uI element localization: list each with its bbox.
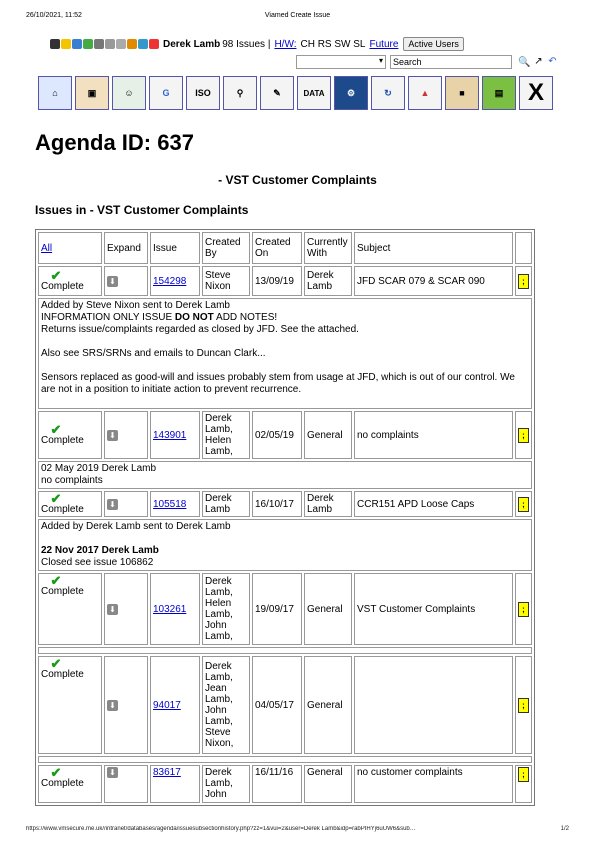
created-by: Steve Nixon xyxy=(202,266,250,296)
currently-with: Derek Lamb xyxy=(304,266,352,296)
expand-icon[interactable]: ⬇ xyxy=(107,700,118,711)
detail-row xyxy=(38,461,532,489)
status-label: Complete xyxy=(41,435,84,446)
subject xyxy=(354,656,513,754)
subject: CCR151 APD Loose Caps xyxy=(354,491,513,517)
detail-line: INFORMATION ONLY ISSUE xyxy=(41,312,175,323)
complete-check-icon: ✔ xyxy=(50,491,62,506)
grid-icon[interactable] xyxy=(105,39,115,49)
header-issue: Issue xyxy=(150,232,200,264)
header-notes xyxy=(515,232,532,264)
print-header xyxy=(26,12,569,22)
spacer-row xyxy=(38,756,532,763)
warning-icon[interactable] xyxy=(50,39,60,49)
currently-with: General xyxy=(304,656,352,754)
issue-link[interactable]: 83617 xyxy=(153,767,181,778)
search-row xyxy=(296,55,558,69)
close-icon[interactable]: X xyxy=(519,76,553,110)
issue-link[interactable]: 143901 xyxy=(153,429,187,441)
top-bar xyxy=(50,36,575,52)
detail-row xyxy=(38,519,532,571)
spacer-row xyxy=(38,647,532,654)
complete-check-icon: ✔ xyxy=(50,656,62,671)
table-row xyxy=(38,573,532,645)
note-icon[interactable]: ; xyxy=(518,602,529,617)
complete-check-icon: ✔ xyxy=(50,765,62,780)
issue-count: 98 Issues | xyxy=(222,38,271,50)
search-select[interactable] xyxy=(296,55,386,69)
created-by: Derek Lamb, Helen Lamb, John Lamb, xyxy=(202,573,250,645)
print-url: https://www.vmsecure.me.uk//intranet/databases/agenda/issuesubsectionhistory.php?zz=1&vui=2&user=Derek Lamb&idp=rabPIHYj6uUW6&sub… xyxy=(26,826,416,832)
created-on: 16/10/17 xyxy=(252,491,302,517)
detail-line: Closed see issue 106862 xyxy=(41,557,154,568)
currently-with: General xyxy=(304,765,352,803)
created-on: 16/11/16 xyxy=(252,765,302,803)
google-icon[interactable]: G xyxy=(149,76,183,110)
back-icon[interactable]: ↶ xyxy=(548,56,557,67)
iso-icon[interactable]: ISO xyxy=(186,76,220,110)
agenda-subtitle: - VST Customer Complaints xyxy=(218,173,377,187)
popout-icon[interactable]: ↗ xyxy=(534,56,543,67)
users-icon[interactable]: ☺ xyxy=(112,76,146,110)
expand-icon[interactable]: ⬇ xyxy=(107,604,118,615)
opera-data-icon[interactable]: DATA xyxy=(297,76,331,110)
magnifier-icon[interactable]: ⚲ xyxy=(223,76,257,110)
future-link[interactable]: Future xyxy=(369,38,399,50)
table-row xyxy=(38,765,532,803)
star-icon[interactable] xyxy=(61,39,71,49)
detail-row xyxy=(38,298,532,409)
refresh-icon[interactable]: ↻ xyxy=(371,76,405,110)
search-input[interactable]: Search xyxy=(390,55,512,69)
note-icon[interactable]: ; xyxy=(518,274,529,289)
created-by: Derek Lamb, Helen Lamb, xyxy=(202,411,250,459)
section-title: Issues in - VST Customer Complaints xyxy=(35,203,249,217)
print-title: Viamed Create Issue xyxy=(264,12,331,19)
status-label: Complete xyxy=(41,669,84,680)
issue-link[interactable]: 154298 xyxy=(153,275,187,287)
header-expand: Expand xyxy=(104,232,148,264)
currently-with: General xyxy=(304,573,352,645)
copy-icon[interactable] xyxy=(116,39,126,49)
user-initials: CH RS SW SL xyxy=(300,38,366,50)
detail-line: 22 Nov 2017 Derek Lamb xyxy=(41,545,159,556)
created-on: 02/05/19 xyxy=(252,411,302,459)
header-currently-with: Currently With xyxy=(304,232,352,264)
status-label: Complete xyxy=(41,281,84,292)
currently-with: Derek Lamb xyxy=(304,491,352,517)
complete-check-icon: ✔ xyxy=(50,573,62,588)
subject: JFD SCAR 079 & SCAR 090 xyxy=(354,266,513,296)
alert-icon[interactable] xyxy=(127,39,137,49)
issue-link[interactable]: 94017 xyxy=(153,699,181,711)
print-datetime: 26/10/2021, 11:52 xyxy=(26,12,82,19)
agenda-title: Agenda ID: 637 xyxy=(35,130,194,155)
hw-link[interactable]: H/W: xyxy=(274,38,297,50)
active-users-button[interactable]: Active Users xyxy=(403,37,464,51)
icon-bar xyxy=(38,76,568,110)
expand-icon[interactable]: ⬇ xyxy=(107,767,118,778)
currently-with: General xyxy=(304,411,352,459)
subject: no complaints xyxy=(354,411,513,459)
status-label: Complete xyxy=(41,504,84,515)
edit-icon[interactable]: ✎ xyxy=(260,76,294,110)
page-number: 1/2 xyxy=(560,826,569,832)
expand-icon[interactable]: ⬇ xyxy=(107,430,118,441)
complete-check-icon: ✔ xyxy=(50,268,62,283)
created-on: 19/09/17 xyxy=(252,573,302,645)
created-by: Derek Lamb, Jean Lamb, John Lamb, Steve Nixon, xyxy=(202,656,250,754)
note-icon[interactable]: ; xyxy=(518,767,529,782)
globe-icon[interactable] xyxy=(72,39,82,49)
note-icon[interactable]: ; xyxy=(518,428,529,443)
note-icon[interactable]: ; xyxy=(518,698,529,713)
tool-icon[interactable] xyxy=(94,39,104,49)
status-label: Complete xyxy=(41,778,84,789)
detail-line: Sensors replaced as good-will and issues probably stem from usage at JFD, which is out of our control. We are not in a position to initiate action to prevent recurrence. xyxy=(41,372,515,395)
book-icon[interactable]: ▤ xyxy=(482,76,516,110)
created-on: 04/05/17 xyxy=(252,656,302,754)
issues-table xyxy=(35,229,535,806)
detail-emphasis: DO NOT xyxy=(174,312,214,323)
issue-link[interactable]: 105518 xyxy=(153,498,187,510)
all-link[interactable]: All xyxy=(41,242,53,254)
detail-line: no complaints xyxy=(41,475,103,486)
detail-line: Returns issue/complaints regarded as closed by JFD. See the attached. xyxy=(41,324,359,335)
header-created-by: Created By xyxy=(202,232,250,264)
issue-link[interactable]: 103261 xyxy=(153,603,187,615)
table-row xyxy=(38,411,532,459)
status-label: Complete xyxy=(41,586,84,597)
detail-line: Also see SRS/SRNs and emails to Duncan Clark... xyxy=(41,348,266,359)
detail-line: Added by Steve Nixon sent to Derek Lamb xyxy=(41,300,230,311)
detail-line: ADD NOTES! xyxy=(213,312,278,323)
created-by: Derek Lamb xyxy=(202,491,250,517)
box-icon[interactable]: ■ xyxy=(445,76,479,110)
home-icon[interactable]: ⌂ xyxy=(38,76,72,110)
current-user: Derek Lamb xyxy=(163,38,221,50)
expand-icon[interactable]: ⬇ xyxy=(107,499,118,510)
table-row xyxy=(38,656,532,754)
detail-line: Added by Derek Lamb sent to Derek Lamb xyxy=(41,521,231,532)
search-icon[interactable]: 🔍 xyxy=(518,56,531,68)
table-row xyxy=(38,266,532,296)
header-subject: Subject xyxy=(354,232,513,264)
subject: VST Customer Complaints xyxy=(354,573,513,645)
created-by: Derek Lamb, John xyxy=(202,765,250,803)
gears-icon[interactable]: ⚙ xyxy=(334,76,368,110)
complete-check-icon: ✔ xyxy=(50,422,62,437)
header-created-on: Created On xyxy=(252,232,302,264)
expand-icon[interactable]: ⬇ xyxy=(107,276,118,287)
note-icon[interactable]: ; xyxy=(518,497,529,512)
subject: no customer complaints xyxy=(354,765,513,803)
chest-icon[interactable]: ▣ xyxy=(75,76,109,110)
detail-line: 02 May 2019 Derek Lamb xyxy=(41,463,157,474)
table-header-row xyxy=(38,232,532,264)
sync-icon[interactable] xyxy=(138,39,148,49)
created-on: 13/09/19 xyxy=(252,266,302,296)
chart-icon[interactable]: ▲ xyxy=(408,76,442,110)
chart-icon[interactable] xyxy=(149,39,159,49)
chevron-down-icon: ▾ xyxy=(378,56,383,65)
table-row xyxy=(38,491,532,517)
gear-icon[interactable] xyxy=(83,39,93,49)
